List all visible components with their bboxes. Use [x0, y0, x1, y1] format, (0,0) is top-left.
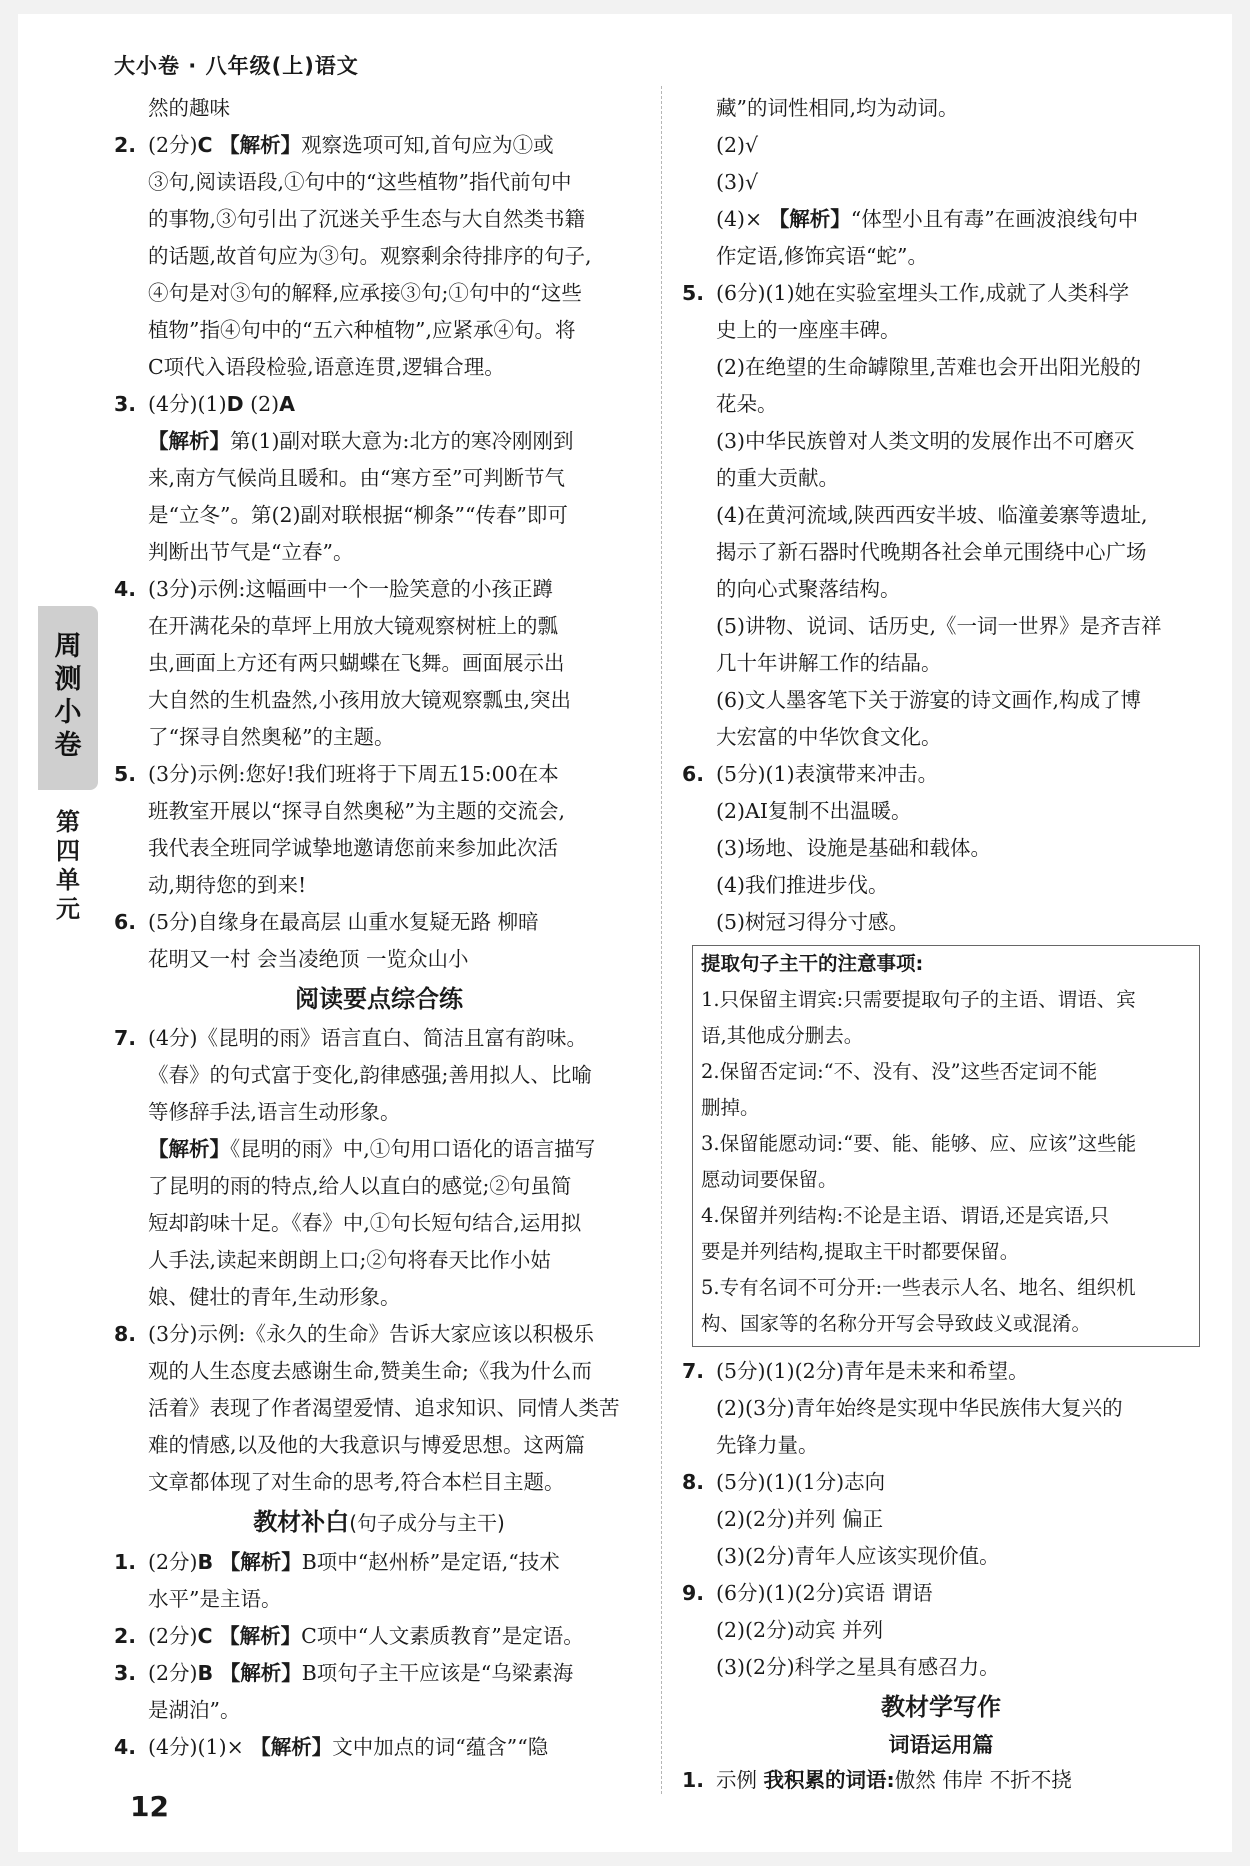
question-number: 3. — [114, 1661, 137, 1685]
answer-line — [148, 1544, 644, 1581]
text-line: ③句,阅读语段,①句中的“这些植物”指代前句中 — [148, 170, 572, 194]
text-line: (5分)(1)(1分)志向 — [716, 1470, 886, 1494]
text-line: 花朵。 — [716, 392, 778, 416]
analysis-tag: 【解析】 — [148, 1137, 230, 1161]
answer-line — [148, 1655, 644, 1692]
text-line: 了“探寻自然奥秘”的主题。 — [148, 725, 395, 749]
left-column — [114, 90, 644, 1766]
analysis-tag: 【解析】 — [768, 207, 851, 231]
text-line: 然的趣味 — [148, 96, 230, 120]
question-b1 — [114, 1544, 644, 1618]
analysis-tag: 【解析】 — [250, 1735, 333, 1759]
text-line: 人手法,读起来朗朗上口;②句将春天比作小姑 — [148, 1248, 551, 1272]
question-8 — [114, 1316, 644, 1501]
note-box — [692, 945, 1200, 1347]
side-tab-label: 周测小卷 — [54, 631, 82, 761]
text-line: (6分)(1)(2分)宾语 谓语 — [716, 1581, 933, 1605]
answer: B — [197, 1550, 214, 1574]
text-line: (3)√ — [716, 170, 759, 194]
text-line: 揭示了新石器时代晚期各社会单元围绕中心广场 — [716, 540, 1147, 564]
text-line: (3)(2分)青年人应该实现价值。 — [716, 1544, 1000, 1568]
text-line: 活着》表现了作者渴望爱情、追求知识、同情人类苦 — [148, 1396, 620, 1420]
text-line: (4分)《昆明的雨》语言直白、简洁且富有韵味。 — [148, 1026, 588, 1050]
text-line: 短却韵味十足。《春》中,①句长短句结合,运用拟 — [148, 1211, 582, 1235]
note-line: 3.保留能愿动词:“要、能、能够、应、应该”这些能 — [701, 1132, 1137, 1155]
note-line: 4.保留并列结构:不论是主语、谓语,还是宾语,只 — [701, 1204, 1110, 1227]
score: (2分) — [148, 133, 198, 157]
analysis-tag: 【解析】 — [219, 133, 302, 157]
note-title: 提取句子主干的注意事项: — [701, 952, 924, 975]
text-line: 先锋力量。 — [716, 1433, 819, 1457]
text-line: 观的人生态度去感谢生命,赞美生命;《我为什么而 — [148, 1359, 592, 1383]
label: 我积累的词语: — [763, 1768, 895, 1792]
text-line: 是湖泊”。 — [148, 1698, 241, 1722]
question-number: 6. — [682, 762, 705, 786]
text: B项句子主干应该是“乌梁素海 — [301, 1661, 574, 1685]
question-number: 7. — [114, 1026, 137, 1050]
section-subtitle: (句子成分与主干) — [349, 1511, 505, 1535]
text-line: C项代入语段检验,语意连贯,逻辑合理。 — [148, 355, 505, 379]
question-number: 4. — [114, 577, 137, 601]
text-line: (5)讲物、说词、话历史,《一词一世界》是齐吉祥 — [716, 614, 1162, 638]
answer: D — [226, 392, 244, 416]
text-line: (2)AI复制不出温暖。 — [716, 799, 912, 823]
text-line: 大自然的生机盎然,小孩用放大镜观察瓢虫,突出 — [148, 688, 572, 712]
text-line: 史上的一座座丰碑。 — [716, 318, 901, 342]
note-line: 5.专有名词不可分开:一些表示人名、地名、组织机 — [701, 1276, 1136, 1299]
question-number: 9. — [682, 1581, 705, 1605]
question-number: 1. — [682, 1768, 705, 1792]
text-line: 娘、健壮的青年,生动形象。 — [148, 1285, 401, 1309]
section-subtitle: 词语运用篇 — [888, 1733, 994, 1757]
text-line — [148, 1131, 644, 1168]
answer-line — [148, 1729, 644, 1766]
answer-line — [716, 1762, 1200, 1799]
text: 示例 — [716, 1768, 764, 1792]
text: C项中“人文素质教育”是定语。 — [301, 1624, 584, 1648]
text-line: 等修辞手法,语言生动形象。 — [148, 1100, 401, 1124]
question-4 — [114, 571, 644, 756]
text-line: 是“立冬”。第(2)副对联根据“柳条”“传春”即可 — [148, 503, 568, 527]
question-number: 5. — [682, 281, 705, 305]
score: (2分) — [148, 1550, 198, 1574]
text-line — [148, 423, 644, 460]
analysis-tag: 【解析】 — [148, 429, 230, 453]
side-unit-label: 第四单元 — [56, 808, 80, 923]
sub-number: (2) — [243, 392, 280, 416]
text-line: (2)√ — [716, 133, 759, 157]
answer-line — [148, 1618, 644, 1655]
text-line: (6)文人墨客笔下关于游宴的诗文画作,构成了博 — [716, 688, 1142, 712]
text-line: (5分)自缘身在最高层 山重水复疑无路 柳暗 — [148, 910, 539, 934]
page-number: 12 — [130, 1790, 169, 1823]
text: 文中加点的词“蕴含”“隐 — [332, 1735, 549, 1759]
page-sheet — [18, 14, 1232, 1852]
text-line: (3)(2分)科学之星具有感召力。 — [716, 1655, 1000, 1679]
answer-line — [148, 386, 644, 423]
question-number: 8. — [114, 1322, 137, 1346]
answer: (4)× — [716, 207, 763, 231]
analysis-tag: 【解析】 — [219, 1661, 302, 1685]
text-line: 大宏富的中华饮食文化。 — [716, 725, 942, 749]
question-3 — [114, 386, 644, 571]
page-header-title: 大小卷 · 八年级(上)语文 — [114, 54, 359, 78]
note-line: 语,其他成分删去。 — [701, 1024, 864, 1047]
question-r8 — [682, 1464, 1200, 1575]
score: (2分) — [148, 1661, 198, 1685]
question-number: 3. — [114, 392, 137, 416]
section-title-text: 教材补白 — [253, 1508, 350, 1536]
text-line: 判断出节气是“立春”。 — [148, 540, 354, 564]
column-divider — [661, 86, 662, 1794]
text-line: (5分)(1)表演带来冲击。 — [716, 762, 939, 786]
question-r9 — [682, 1575, 1200, 1686]
text-line: 的话题,故首句应为③句。观察剩余待排序的句子, — [148, 244, 592, 268]
score: (2分) — [148, 1624, 198, 1648]
question-number: 8. — [682, 1470, 705, 1494]
section-title — [114, 1501, 644, 1544]
question-number: 1. — [114, 1550, 137, 1574]
question-5 — [114, 756, 644, 904]
text-line: (5分)(1)(2分)青年是未来和希望。 — [716, 1359, 1029, 1383]
answer: C — [197, 133, 213, 157]
answer: B — [197, 1661, 214, 1685]
text-line: 文章都体现了对生命的思考,符合本栏目主题。 — [148, 1470, 565, 1494]
right-column — [682, 90, 1200, 1799]
question-r5 — [682, 275, 1200, 756]
text-line: (2)在绝望的生命罅隙里,苦难也会开出阳光般的 — [716, 355, 1142, 379]
question-r6 — [682, 756, 1200, 941]
text-line: 在开满花朵的草坪上用放大镜观察树桩上的瓢 — [148, 614, 558, 638]
question-w1 — [682, 1762, 1200, 1799]
text-line: (4)在黄河流域,陕西西安半坡、临潼姜寨等遗址, — [716, 503, 1148, 527]
text-line: 观察选项可知,首句应为①或 — [301, 133, 554, 157]
note-line: 1.只保留主谓宾:只需要提取句子的主语、谓语、宾 — [701, 988, 1136, 1011]
text-line: 的重大贡献。 — [716, 466, 839, 490]
question-b4 — [114, 1729, 644, 1766]
text-line: 花明又一村 会当凌绝顶 一览众山小 — [148, 947, 469, 971]
text-line: 难的情感,以及他的大我意识与博爱思想。这两篇 — [148, 1433, 586, 1457]
text-line: 藏”的词性相同,均为动词。 — [716, 96, 959, 120]
question-number: 6. — [114, 910, 137, 934]
answer: C — [197, 1624, 213, 1648]
text-line: (2)(2分)并列 偏正 — [716, 1507, 884, 1531]
text-line: 的事物,③句引出了沉迷关乎生态与大自然类书籍 — [148, 207, 586, 231]
text: 《昆明的雨》中,①句用口语化的语言描写 — [230, 1137, 596, 1161]
text-line: 《春》的句式富于变化,韵律感强;善用拟人、比喻 — [148, 1063, 592, 1087]
text-line: (2)(2分)动宾 并列 — [716, 1618, 884, 1642]
question-b3 — [114, 1655, 644, 1729]
text-line: 我代表全班同学诚挚地邀请您前来参加此次活 — [148, 836, 558, 860]
note-line: 要是并列结构,提取主干时都要保留。 — [701, 1240, 1020, 1263]
text-line: 了昆明的雨的特点,给人以直白的感觉;②句虽简 — [148, 1174, 572, 1198]
text-line: 班教室开展以“探寻自然奥秘”为主题的交流会, — [148, 799, 565, 823]
question-7 — [114, 1020, 644, 1316]
text-line: 来,南方气候尚且暖和。由“寒方至”可判断节气 — [148, 466, 565, 490]
answer: A — [279, 392, 296, 416]
text-line: 水平”是主语。 — [148, 1587, 282, 1611]
question-number: 4. — [114, 1735, 137, 1759]
text-line: (6分)(1)她在实验室埋头工作,成就了人类科学 — [716, 281, 1130, 305]
analysis-tag: 【解析】 — [219, 1550, 302, 1574]
text-line: ④句是对③句的解释,应承接③句;①句中的“这些 — [148, 281, 582, 305]
question-6 — [114, 904, 644, 978]
question-number: 5. — [114, 762, 137, 786]
answer-line — [148, 127, 644, 164]
text-line: 植物”指④句中的“五六种植物”,应紧承④句。将 — [148, 318, 576, 342]
text: 傲然 伟岸 不折不挠 — [894, 1768, 1072, 1792]
text: 第(1)副对联大意为:北方的寒冷刚刚到 — [230, 429, 574, 453]
text-line: (3分)示例:这幅画中一个一脸笑意的小孩正蹲 — [148, 577, 553, 601]
note-line: 删掉。 — [701, 1096, 760, 1119]
question-number: 2. — [114, 1624, 137, 1648]
text-line: (4)我们推进步伐。 — [716, 873, 889, 897]
section-title: 教材学写作 — [881, 1693, 1001, 1721]
note-line: 构、国家等的名称分开写会导致歧义或混淆。 — [701, 1312, 1092, 1335]
text: “体型小且有毒”在画波浪线句中 — [850, 207, 1139, 231]
text-line: (5)树冠习得分寸感。 — [716, 910, 910, 934]
analysis-tag: 【解析】 — [219, 1624, 302, 1648]
score: (4分)(1)× — [148, 1735, 244, 1759]
text-line: 虫,画面上方还有两只蝴蝶在飞舞。画面展示出 — [148, 651, 565, 675]
text-line: 的向心式聚落结构。 — [716, 577, 901, 601]
score: (4分)(1) — [148, 392, 227, 416]
text-line: 作定语,修饰宾语“蛇”。 — [716, 244, 928, 268]
text-line: 几十年讲解工作的结晶。 — [716, 651, 942, 675]
text-line: (3分)示例:《永久的生命》告诉大家应该以积极乐 — [148, 1322, 594, 1346]
question-b2 — [114, 1618, 644, 1655]
question-number: 7. — [682, 1359, 705, 1383]
text-line: (3分)示例:您好!我们班将于下周五15:00在本 — [148, 762, 559, 786]
question-r7 — [682, 1353, 1200, 1464]
text: B项中“赵州桥”是定语,“技术 — [301, 1550, 560, 1574]
question-2 — [114, 127, 644, 386]
note-line: 2.保留否定词:“不、没有、没”这些否定词不能 — [701, 1060, 1098, 1083]
text-line: (3)中华民族曾对人类文明的发展作出不可磨灭 — [716, 429, 1135, 453]
text-line: (2)(3分)青年始终是实现中华民族伟大复兴的 — [716, 1396, 1123, 1420]
answer-line — [682, 201, 1200, 238]
text-line: (3)场地、设施是基础和载体。 — [716, 836, 992, 860]
question-number: 2. — [114, 133, 137, 157]
note-line: 愿动词要保留。 — [701, 1168, 838, 1191]
section-title: 阅读要点综合练 — [295, 985, 463, 1013]
text-line: 动,期待您的到来! — [148, 873, 307, 897]
